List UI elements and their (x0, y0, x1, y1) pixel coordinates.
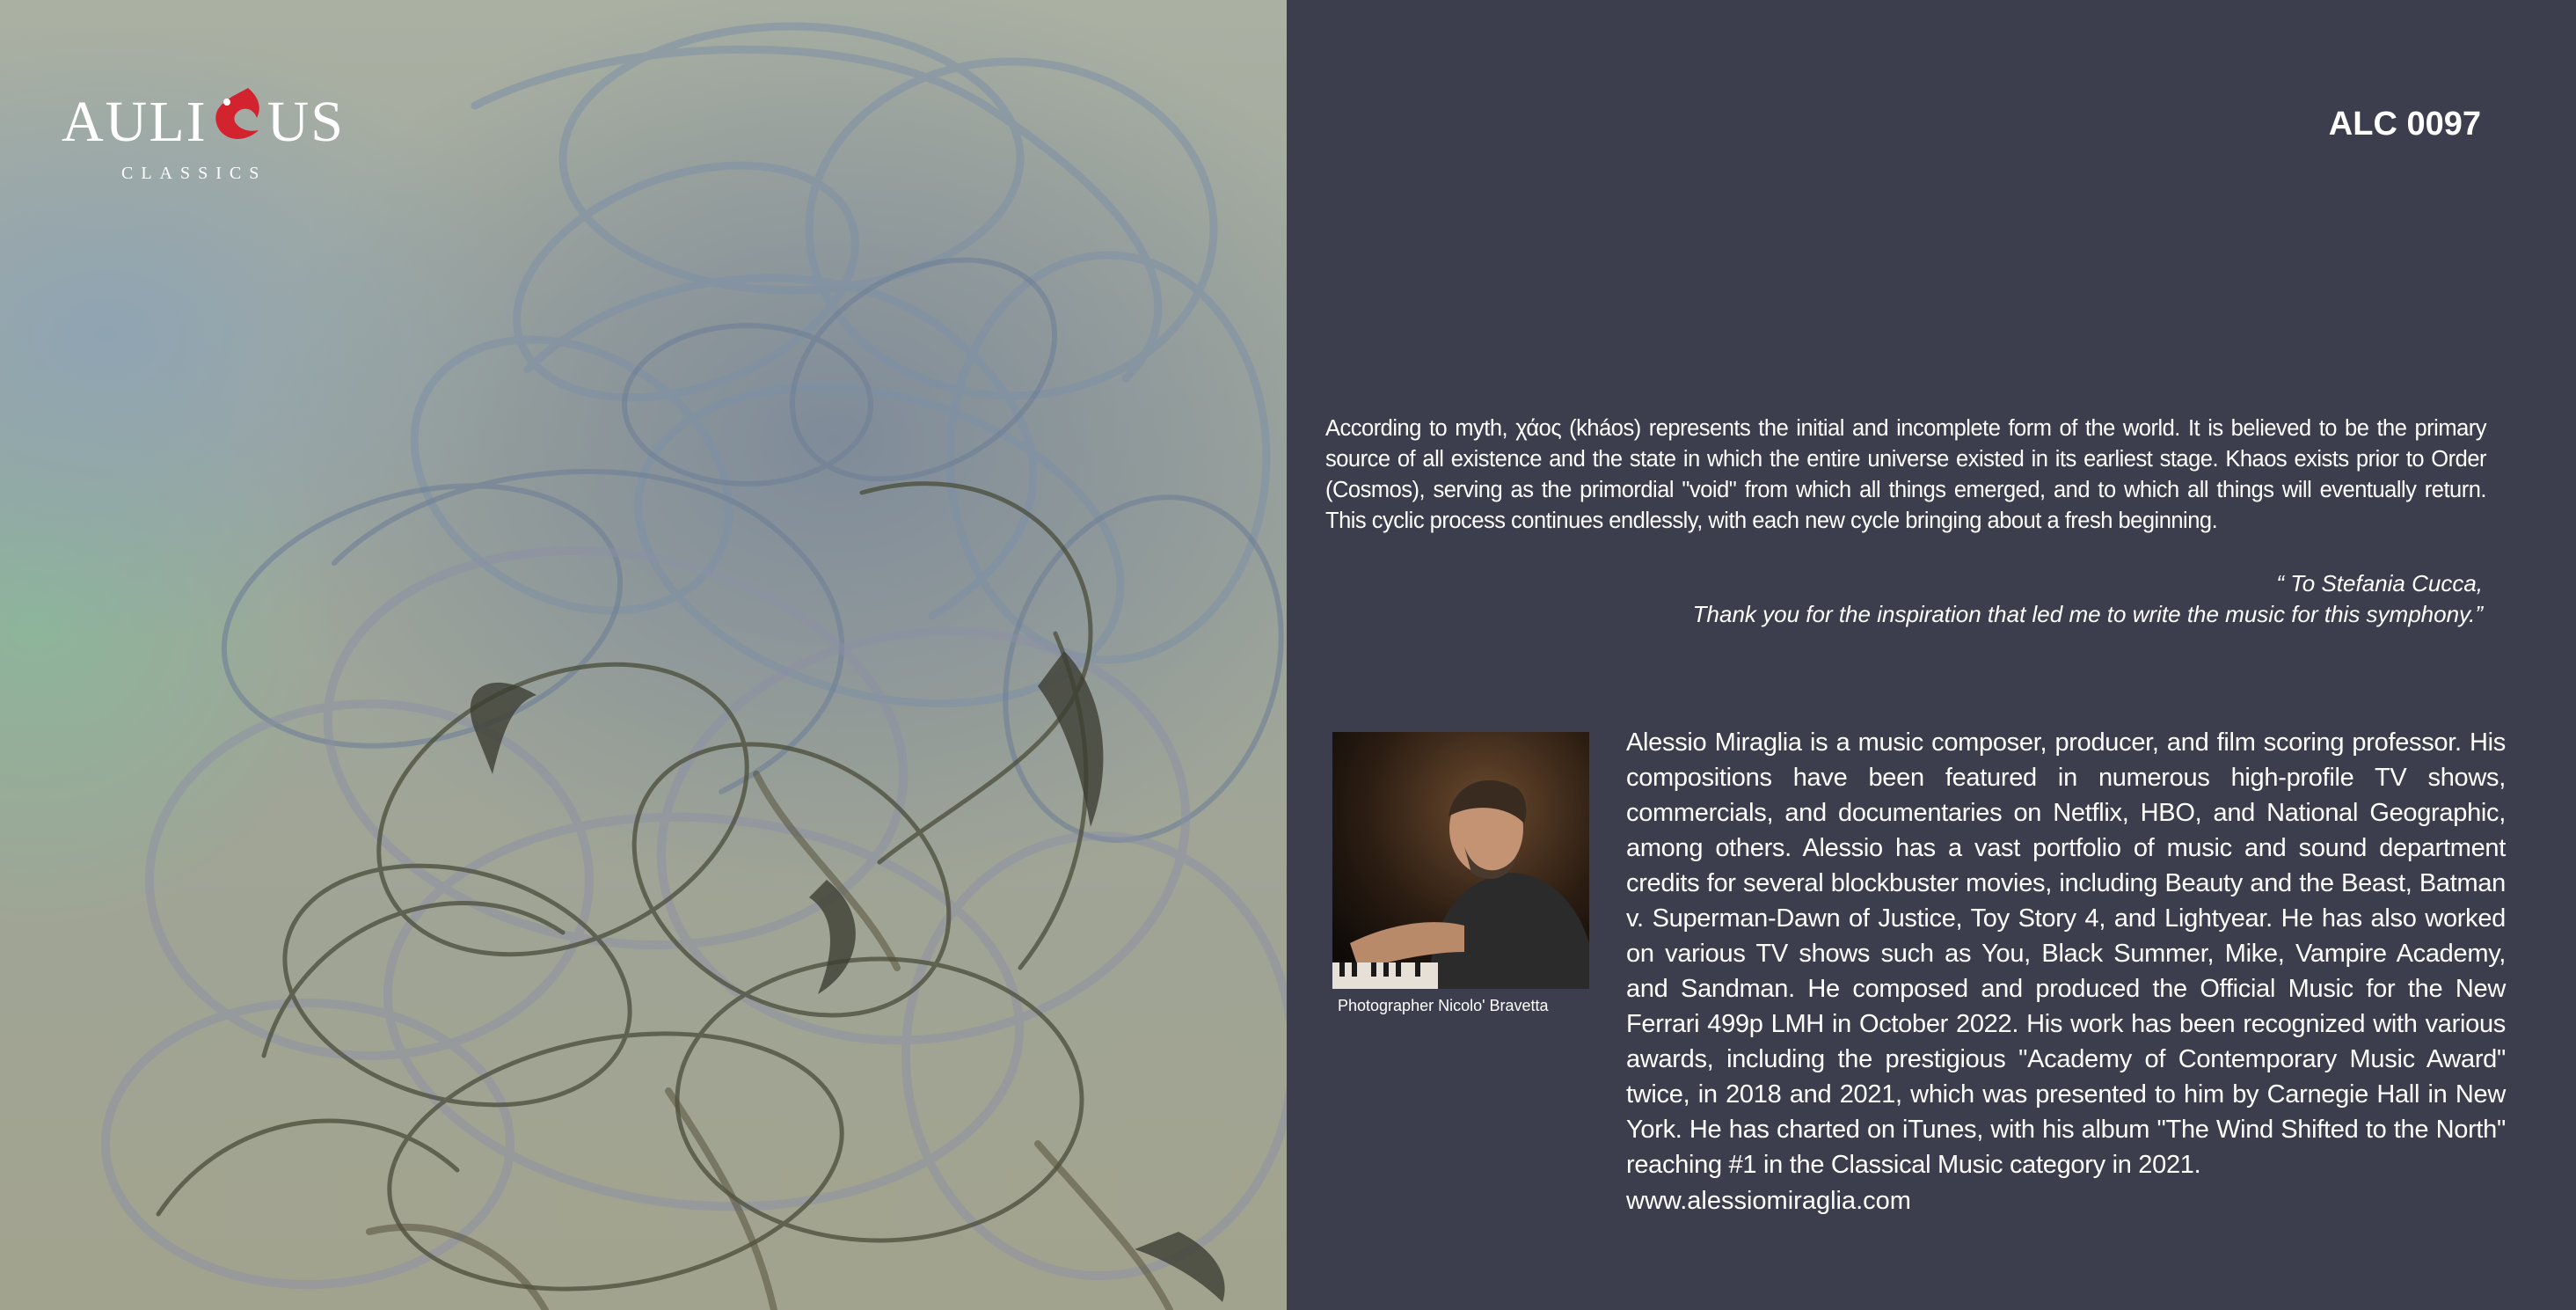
catalog-number: ALC 0097 (2328, 106, 2481, 143)
dedication-line-2: Thank you for the inspiration that led me to write the music for this symphony.” (1692, 601, 2483, 627)
aulicus-classics-logo (62, 77, 345, 192)
logo-subtitle: CLASSICS (121, 164, 267, 183)
cover-artwork (0, 0, 1287, 1310)
composer-website: www.alessiomiraglia.com (1626, 1187, 1911, 1215)
logo-wordmark: AULI US (62, 93, 345, 151)
dedication (1603, 568, 2483, 630)
composer-at-piano-image (1332, 732, 1589, 989)
liner-notes-panel (1287, 0, 2576, 1310)
composer-biography: Alessio Miraglia is a music composer, producer, and film scoring professor. His compositions have been featured in numerous high-profile TV shows, commercials, and documentaries on Netflix, HBO, and National Geographic, among others. Alessio has a vast portfolio of music and sound department credits for several blockbuster movies, including Beauty and the Beast, Batman v. Superman-Dawn of Justice, Toy Story 4, and Lightyear. He has also worked on various TV shows such as You, Black Summer, Mike, Vampire Academy, and Sandman. He composed and produced the Official Music for the New Ferrari 499p LMH in October 2022. His work has been recognized with various awards, including the prestigious "Academy of Contemporary Music Award" twice, in 2018 and 2021, which was presented to him by Carnegie Hall in New York. He has charted on iTunes, with his album "The Wind Shifted to the North" reaching #1 in the Classical Music category in 2021. (1626, 728, 2506, 1179)
composer-photo (1332, 732, 1589, 989)
red-burst-icon (209, 86, 266, 144)
abstract-scribble-artwork (0, 0, 1287, 1310)
photo-caption: Photographer Nicolo' Bravetta (1338, 997, 1549, 1014)
dedication-line-1: “ To Stefania Cucca, (2276, 570, 2483, 596)
intro-paragraph: According to myth, χάος (kháos) represents the initial and incomplete form of the world. It is believed to be the primary source of all existence and the state in which the entire universe existed in its earliest stage. Khaos exists prior to Order (Cosmos), serving as the primordial "void" from which all things emerged, and to which all things will eventually return. This cyclic process continues endlessly, with each new cycle bringing about a fresh beginning. (1325, 416, 2486, 533)
composer-photo-block (1332, 732, 1589, 1015)
